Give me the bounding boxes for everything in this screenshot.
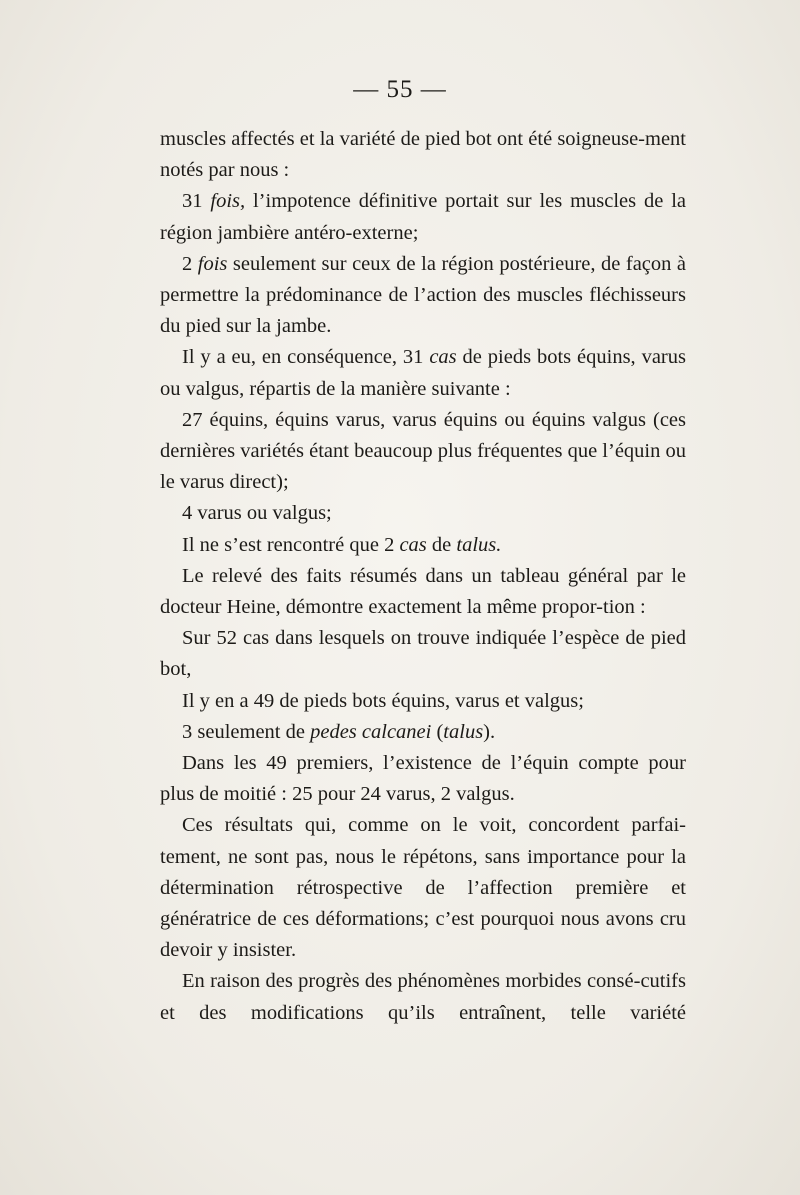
- italic-text: fois: [197, 252, 228, 275]
- page-number: — 55 —: [353, 76, 447, 103]
- italic-text: fois,: [210, 190, 246, 213]
- paragraph-text: Il y a eu, en conséquence, 31: [182, 346, 430, 369]
- paragraph-text: (: [431, 720, 444, 743]
- paragraph-text: 4 varus ou valgus;: [182, 502, 332, 525]
- italic-text: pedes calcanei: [310, 720, 432, 743]
- paragraph: [160, 186, 686, 248]
- paragraph: [160, 530, 686, 561]
- paragraph-text: 31: [182, 190, 211, 213]
- paragraph-text: l’impotence définitive portait sur les muscles de la région jambière antéro-externe;: [160, 190, 687, 244]
- paragraph: [160, 249, 686, 343]
- paragraph: [160, 623, 686, 685]
- paragraph-text: En raison des progrès des phénomènes morbides consé-cutifs et des modifications qu’ils entraînent, telle variété: [160, 970, 686, 1024]
- paragraph: [160, 717, 686, 748]
- paragraph: [160, 966, 686, 1028]
- paragraph: [160, 561, 686, 623]
- paragraph: [160, 405, 686, 499]
- italic-text: talus.: [456, 533, 502, 556]
- paragraph-text: seulement sur ceux de la région postérieure, de façon à permettre la prédominance de l’action des muscles fléchisseurs du pied sur la jambe.: [160, 252, 687, 338]
- paragraph: [160, 686, 686, 717]
- paragraph-text: Le relevé des faits résumés dans un tableau général par le docteur Heine, démontre exactement la même propor-tion :: [160, 564, 686, 619]
- paragraph-text: 2: [182, 252, 198, 275]
- paragraph-text: Dans les 49 premiers, l’existence de l’équin compte pour plus de moitié : 25 pour 24 varus, 2 valgus.: [160, 752, 686, 806]
- paragraph-text: muscles affectés et la variété de pied bot ont été soigneuse-ment notés par nous :: [160, 128, 686, 182]
- paragraph: [160, 810, 686, 966]
- paragraph-text: de: [426, 533, 457, 556]
- paragraph-text: Sur 52 cas dans lesquels on trouve indiquée l’espèce de pied bot,: [160, 627, 686, 681]
- paragraph-text: de pieds bots équins, varus ou valgus, répartis de la manière suivante :: [160, 346, 686, 400]
- paragraph: [160, 748, 686, 810]
- paragraph-text: Il ne s’est rencontré que 2: [182, 533, 400, 556]
- paragraph-text: Ces résultats qui, comme on le voit, concordent parfai-tement, ne sont pas, nous le répétons, sans importance pour la détermination rétrospective de l’affection première et génératrice de ces déformations; c’est pourquoi nous avons cru devoir y insister.: [160, 814, 686, 962]
- italic-text: cas: [429, 346, 457, 369]
- body-text: [160, 124, 686, 1029]
- paragraph-text: 3 seulement de: [182, 720, 311, 743]
- paragraph-text: 27 équins, équins varus, varus équins ou équins valgus (ces dernières variétés étant beaucoup plus fréquentes que l’équin ou le varus direct);: [160, 408, 686, 494]
- paragraph: [160, 124, 686, 186]
- paragraph-text: Il y en a 49 de pieds bots équins, varus et valgus;: [182, 689, 584, 712]
- italic-text: talus: [443, 720, 484, 743]
- italic-text: cas: [399, 533, 427, 556]
- paragraph-text: ).: [483, 720, 496, 743]
- paragraph: [160, 498, 686, 529]
- paragraph: [160, 342, 686, 404]
